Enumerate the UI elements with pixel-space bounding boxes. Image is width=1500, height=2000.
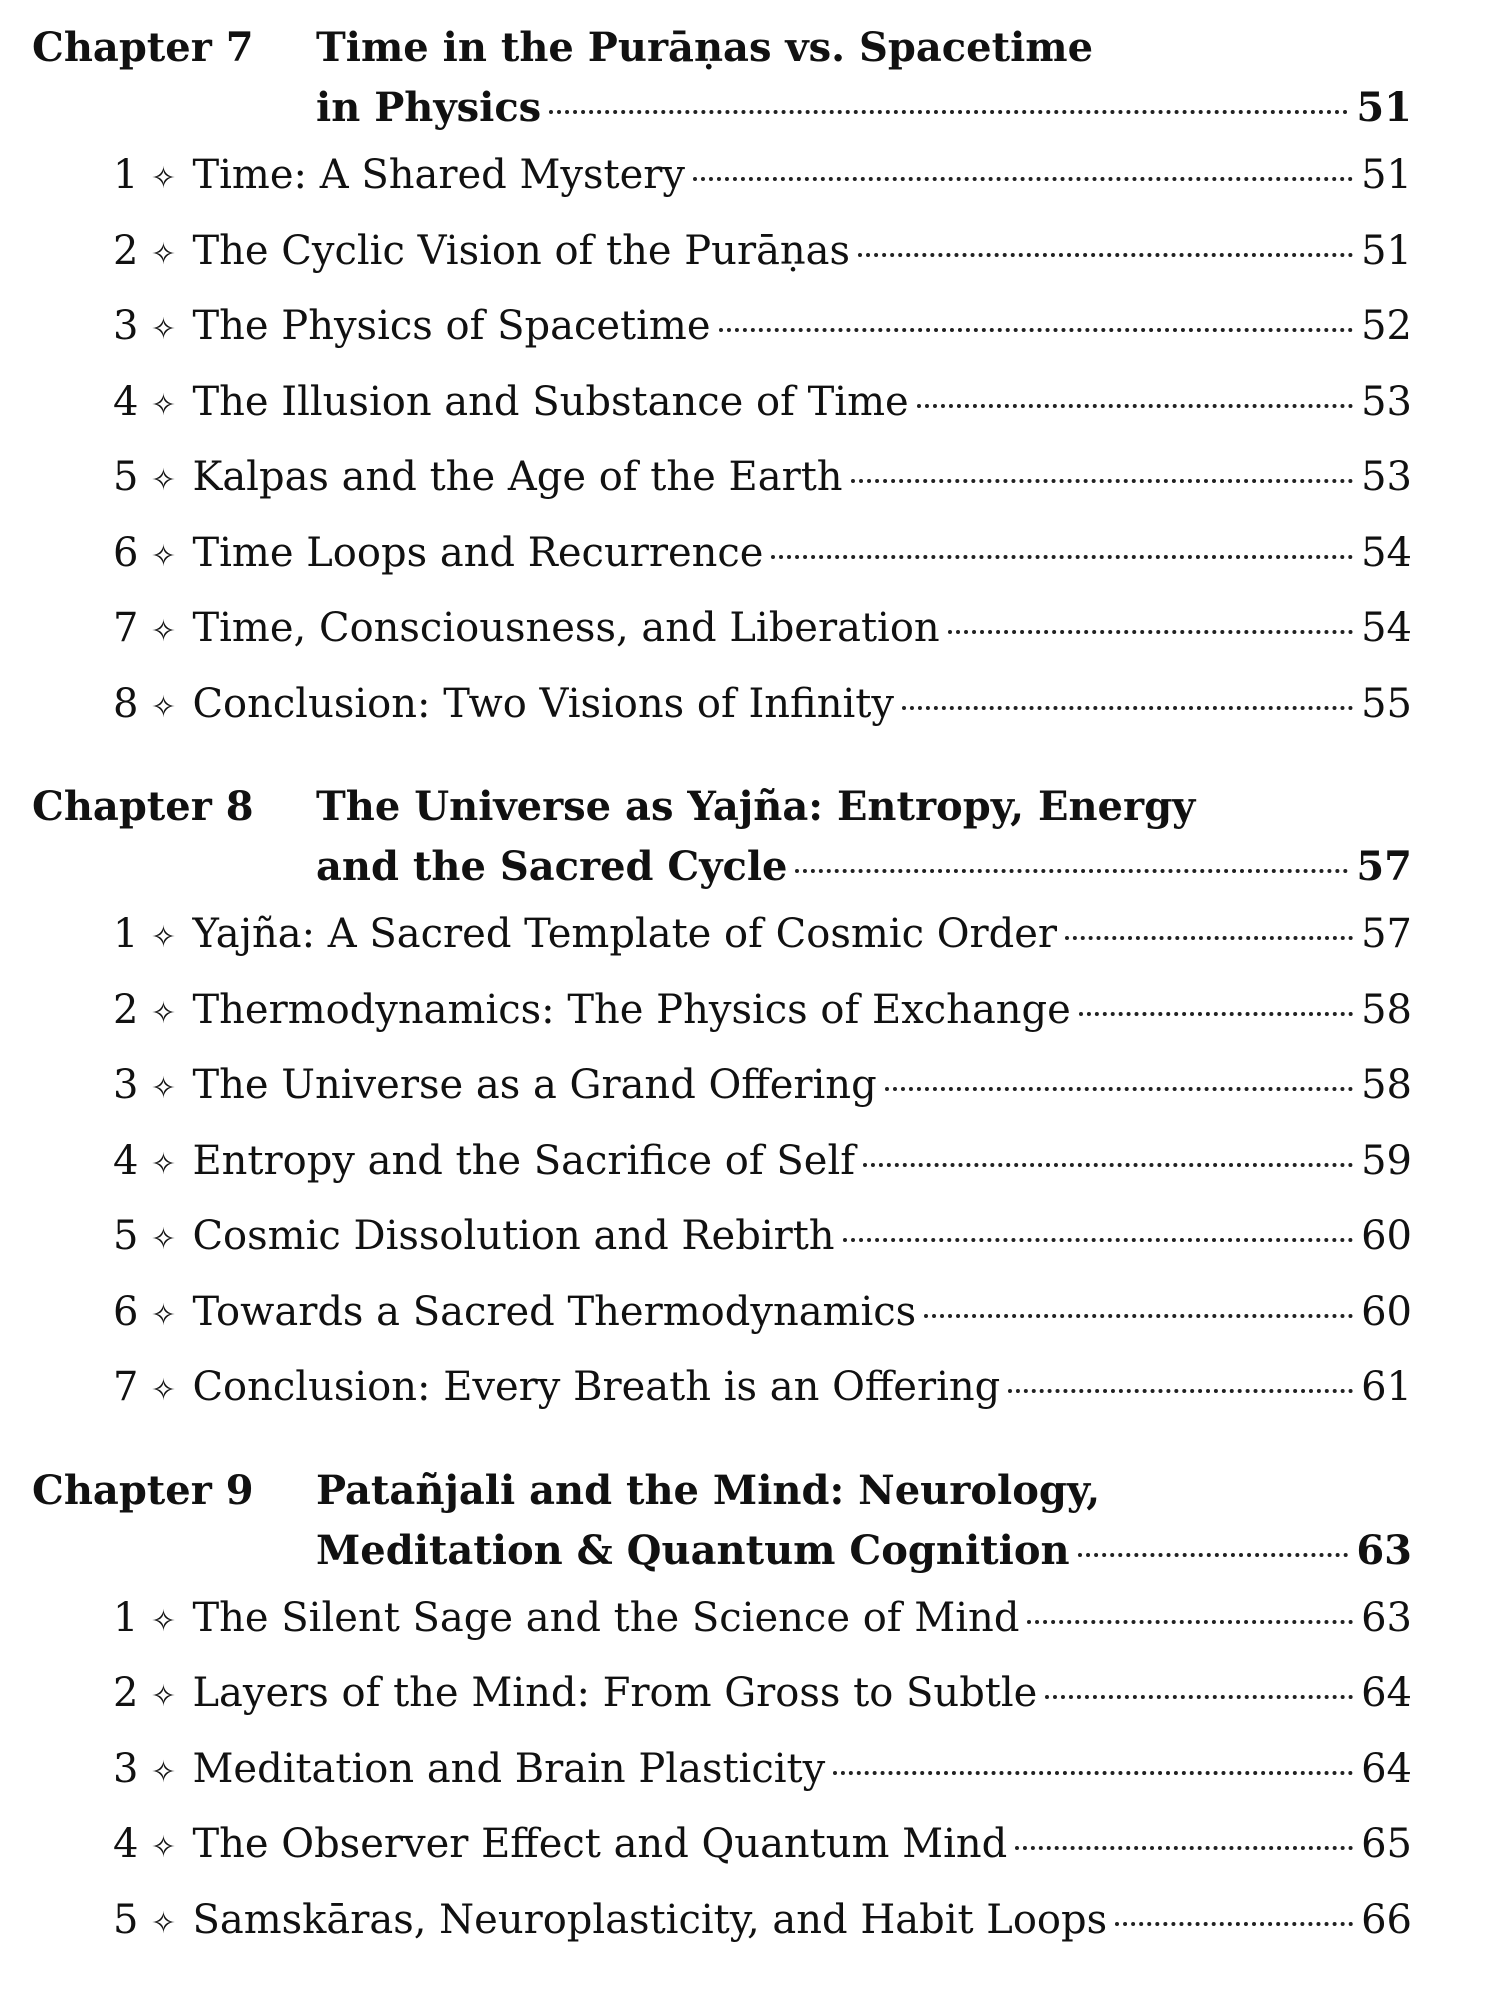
section-title: Meditation and Brain Plasticity	[192, 1745, 826, 1792]
section-title: Towards a Sacred Thermodynamics	[192, 1288, 917, 1335]
toc-entry[interactable]	[32, 516, 1412, 592]
four-point-star-icon: ✧	[150, 1146, 177, 1182]
section-title: Entropy and the Sacrifice of Self	[192, 1137, 856, 1184]
dot-leader	[948, 630, 1353, 634]
four-point-star-icon: ✧	[150, 312, 177, 347]
four-point-star-icon: ✧	[150, 236, 177, 272]
section-title: Kalpas and the Age of the Earth	[192, 454, 843, 500]
section-page-number: 60	[1361, 1213, 1412, 1259]
section-page-number: 54	[1361, 529, 1412, 576]
toc-entry[interactable]	[32, 1581, 1412, 1657]
four-point-star-icon: ✧	[150, 1071, 177, 1106]
section-number: 5	[113, 1213, 139, 1259]
chapter-label: Chapter 8	[32, 783, 254, 830]
chapter-page-number: 51	[1356, 84, 1412, 131]
chapter-title-line2-row	[316, 837, 1412, 897]
four-point-star-icon: ✧	[150, 1679, 177, 1714]
section-page-number: 53	[1361, 454, 1412, 500]
toc-entry[interactable]	[32, 1656, 1412, 1732]
four-point-star-icon: ✧	[150, 1830, 177, 1865]
toc-entry[interactable]	[32, 214, 1412, 290]
chapter-title-line2: in Physics	[316, 84, 542, 131]
four-point-star-icon: ✧	[150, 689, 177, 725]
section-title: Conclusion: Every Breath is an Offering	[192, 1364, 1001, 1410]
chapter-title-line1: Patañjali and the Mind: Neurology,	[316, 1466, 1101, 1514]
chapter-heading[interactable]	[32, 18, 1412, 138]
chapter-title	[316, 777, 1412, 897]
section-page-number: 61	[1361, 1364, 1412, 1410]
dot-leader	[833, 1771, 1353, 1775]
section-number: 1	[113, 911, 139, 957]
toc-entry[interactable]	[32, 973, 1412, 1049]
four-point-star-icon: ✧	[150, 614, 177, 649]
chapter-title-line2: and the Sacred Cycle	[316, 843, 788, 890]
toc-entry[interactable]	[32, 365, 1412, 441]
four-point-star-icon: ✧	[150, 1373, 177, 1408]
four-point-star-icon: ✧	[150, 1603, 177, 1639]
section-page-number: 59	[1361, 1137, 1412, 1184]
dot-leader	[902, 706, 1353, 710]
section-page-number: 58	[1361, 986, 1412, 1033]
section-number: 1	[113, 1594, 139, 1641]
toc-entry[interactable]	[32, 1124, 1412, 1200]
toc-entry[interactable]	[32, 1199, 1412, 1275]
dot-leader	[1115, 1922, 1353, 1926]
section-title: The Cyclic Vision of the Purāṇas	[192, 227, 851, 274]
toc-entry[interactable]	[32, 897, 1412, 973]
four-point-star-icon: ✧	[150, 995, 177, 1031]
dot-leader	[885, 1087, 1353, 1091]
section-page-number: 58	[1361, 1062, 1412, 1108]
toc-entry[interactable]	[32, 667, 1412, 743]
section-number: 4	[113, 378, 139, 425]
section-title: Conclusion: Two Visions of Infinity	[192, 680, 894, 727]
section-number: 4	[113, 1821, 139, 1867]
four-point-star-icon: ✧	[150, 463, 177, 498]
four-point-star-icon: ✧	[150, 920, 177, 955]
dot-leader	[549, 110, 1348, 114]
section-page-number: 53	[1361, 378, 1412, 425]
dot-leader	[851, 479, 1354, 483]
chapter-title-line2: Meditation & Quantum Cognition	[316, 1526, 1070, 1574]
four-point-star-icon: ✧	[150, 1754, 177, 1790]
dot-leader	[1078, 1553, 1349, 1557]
four-point-star-icon: ✧	[150, 1222, 177, 1257]
dot-leader	[1027, 1620, 1353, 1624]
dot-leader	[1045, 1695, 1353, 1699]
section-page-number: 64	[1361, 1670, 1412, 1716]
toc-entry[interactable]	[32, 1883, 1412, 1959]
chapter-block	[32, 18, 1412, 742]
chapter-label: Chapter 9	[32, 1466, 254, 1514]
chapter-block	[32, 1461, 1412, 1959]
toc-entry[interactable]	[32, 1807, 1412, 1883]
chapter-title-line2-row	[316, 1521, 1412, 1581]
chapter-title-line2-row	[316, 78, 1412, 138]
dot-leader	[924, 1314, 1353, 1318]
section-page-number: 66	[1361, 1896, 1412, 1943]
section-number: 1	[113, 152, 139, 198]
toc-entry[interactable]	[32, 289, 1412, 365]
section-page-number: 63	[1361, 1594, 1412, 1641]
section-title: The Physics of Spacetime	[192, 303, 711, 349]
dot-leader	[693, 177, 1353, 181]
four-point-star-icon: ✧	[150, 161, 177, 196]
section-page-number: 60	[1361, 1288, 1412, 1335]
section-title: Layers of the Mind: From Gross to Subtle	[192, 1670, 1038, 1716]
dot-leader	[843, 1238, 1354, 1242]
section-number: 5	[113, 1896, 139, 1943]
chapter-block	[32, 777, 1412, 1426]
chapter-title	[316, 1461, 1412, 1581]
four-point-star-icon: ✧	[150, 538, 177, 574]
section-title: The Silent Sage and the Science of Mind	[192, 1594, 1020, 1641]
section-page-number: 52	[1361, 303, 1412, 349]
section-title: The Observer Effect and Quantum Mind	[192, 1821, 1008, 1867]
dot-leader	[1079, 1012, 1353, 1016]
chapter-page-number: 63	[1356, 1526, 1412, 1574]
section-page-number: 51	[1361, 152, 1412, 198]
dot-leader	[858, 253, 1353, 257]
section-page-number: 55	[1361, 680, 1412, 727]
section-title: Samskāras, Neuroplasticity, and Habit Loops	[192, 1896, 1108, 1943]
section-number: 3	[113, 303, 139, 349]
section-number: 7	[113, 605, 139, 651]
section-title: Thermodynamics: The Physics of Exchange	[192, 986, 1071, 1033]
table-of-contents	[32, 18, 1412, 1993]
section-title: Time, Consciousness, and Liberation	[192, 605, 940, 651]
section-number: 3	[113, 1062, 139, 1108]
chapter-title-line1: Time in the Purāṇas vs. Spacetime	[316, 24, 1094, 71]
section-title: Cosmic Dissolution and Rebirth	[192, 1213, 835, 1259]
section-number: 2	[113, 1670, 139, 1716]
section-number: 5	[113, 454, 139, 500]
chapter-heading[interactable]	[32, 1461, 1412, 1581]
toc-entry[interactable]	[32, 591, 1412, 667]
section-number: 6	[113, 1288, 139, 1335]
section-page-number: 54	[1361, 605, 1412, 651]
chapter-label: Chapter 7	[32, 24, 254, 71]
dot-leader	[771, 555, 1353, 559]
toc-entry[interactable]	[32, 1048, 1412, 1124]
section-number: 2	[113, 227, 139, 274]
section-page-number: 51	[1361, 227, 1412, 274]
dot-leader	[1015, 1846, 1353, 1850]
four-point-star-icon: ✧	[150, 1297, 177, 1333]
section-page-number: 64	[1361, 1745, 1412, 1792]
section-title: The Illusion and Substance of Time	[192, 378, 909, 425]
toc-entry[interactable]	[32, 440, 1412, 516]
toc-entry[interactable]	[32, 1732, 1412, 1808]
dot-leader	[719, 328, 1354, 332]
section-title: The Universe as a Grand Offering	[192, 1062, 877, 1108]
dot-leader	[917, 404, 1353, 408]
chapter-page-number: 57	[1356, 843, 1412, 890]
section-number: 2	[113, 986, 139, 1033]
toc-entry[interactable]	[32, 1275, 1412, 1351]
section-title: Time: A Shared Mystery	[192, 152, 685, 198]
toc-entry[interactable]	[32, 138, 1412, 214]
chapter-title-line1: The Universe as Yajña: Entropy, Energy	[316, 783, 1196, 830]
section-page-number: 57	[1361, 911, 1412, 957]
chapter-title	[316, 18, 1412, 138]
section-number: 6	[113, 529, 139, 576]
chapter-heading[interactable]	[32, 777, 1412, 897]
dot-leader	[795, 869, 1348, 873]
section-title: Yajña: A Sacred Template of Cosmic Order	[192, 911, 1058, 957]
toc-entry[interactable]	[32, 1350, 1412, 1426]
section-title: Time Loops and Recurrence	[192, 529, 764, 576]
section-number: 3	[113, 1745, 139, 1792]
dot-leader	[863, 1163, 1353, 1167]
section-number: 8	[113, 680, 139, 727]
section-number: 7	[113, 1364, 139, 1410]
dot-leader	[1065, 936, 1353, 940]
section-page-number: 65	[1361, 1821, 1412, 1867]
section-number: 4	[113, 1137, 139, 1184]
four-point-star-icon: ✧	[150, 387, 177, 423]
dot-leader	[1008, 1389, 1353, 1393]
four-point-star-icon: ✧	[150, 1905, 177, 1941]
